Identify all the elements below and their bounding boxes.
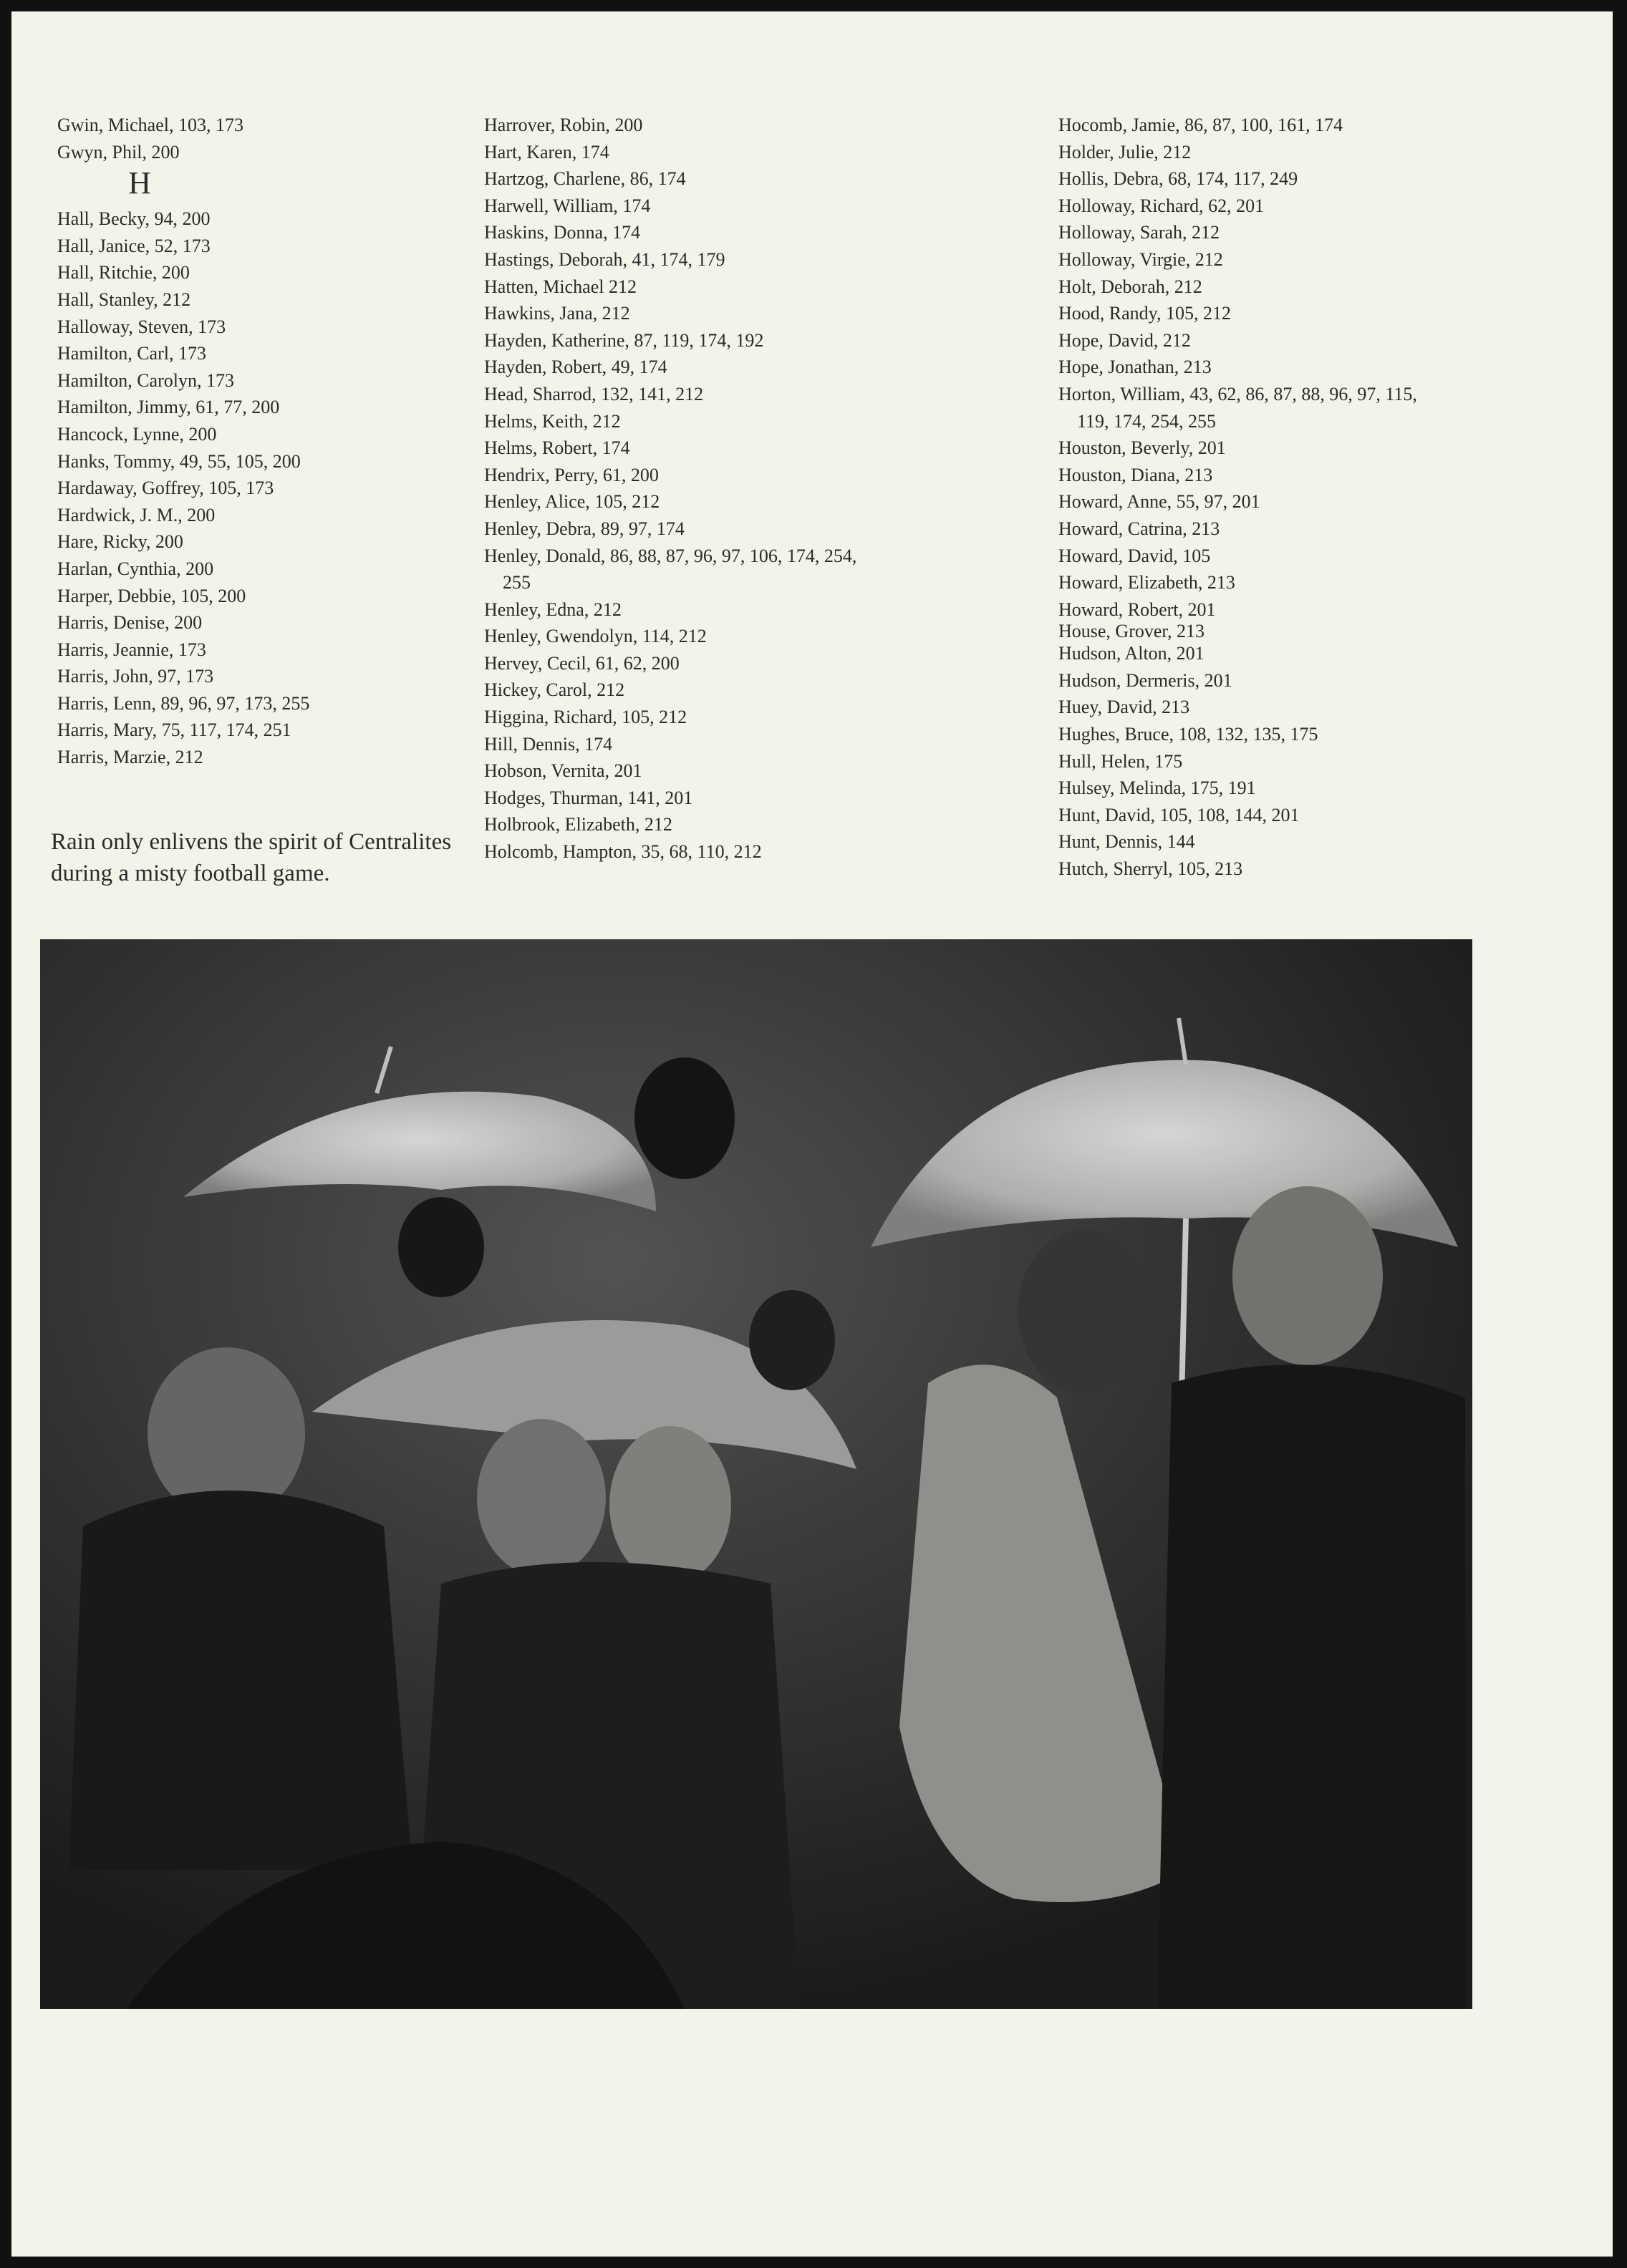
index-entry: Hughes, Bruce, 108, 132, 135, 175 <box>1058 724 1318 745</box>
index-entry: Hart, Karen, 174 <box>484 141 609 163</box>
index-entry: Howard, Anne, 55, 97, 201 <box>1058 491 1260 513</box>
index-entry: Hall, Janice, 52, 173 <box>57 235 211 256</box>
index-entry: Harris, John, 97, 173 <box>57 666 214 687</box>
index-entry: Hodges, Thurman, 141, 201 <box>484 787 693 808</box>
index-entry: Hutch, Sherryl, 105, 213 <box>1058 858 1243 880</box>
index-entry: Helms, Keith, 212 <box>484 410 621 432</box>
index-entry: Hayden, Robert, 49, 174 <box>484 357 667 378</box>
index-entry: House, Grover, 213 <box>1058 621 1205 642</box>
index-entry: Hamilton, Jimmy, 61, 77, 200 <box>57 397 280 418</box>
index-entry: Holcomb, Hampton, 35, 68, 110, 212 <box>484 841 762 863</box>
index-entry: Harris, Denise, 200 <box>57 612 203 634</box>
photo-caption <box>51 826 502 889</box>
index-entry: Hudson, Alton, 201 <box>1058 643 1204 664</box>
index-entry: Hall, Ritchie, 200 <box>57 262 190 284</box>
index-entry: Hudson, Dermeris, 201 <box>1058 669 1232 691</box>
index-entry: Houston, Diana, 213 <box>1058 464 1213 485</box>
index-entry: Hatten, Michael 212 <box>484 276 637 297</box>
index-entry: Harris, Mary, 75, 117, 174, 251 <box>57 719 291 741</box>
index-entry: Horton, William, 43, 62, 86, 87, 88, 96, 97, 115, <box>1058 383 1417 404</box>
index-entry: Hamilton, Carl, 173 <box>57 343 206 364</box>
index-entry: Harris, Lenn, 89, 96, 97, 173, 255 <box>57 692 310 714</box>
index-entry: Halloway, Steven, 173 <box>57 316 226 337</box>
index-entry: Hare, Ricky, 200 <box>57 531 183 553</box>
index-entry: Harris, Jeannie, 173 <box>57 639 206 660</box>
index-column-1 <box>57 112 309 771</box>
index-entry: Hunt, Dennis, 144 <box>1058 831 1195 853</box>
index-entry: Hobson, Vernita, 201 <box>484 760 642 782</box>
index-entry: Hancock, Lynne, 200 <box>57 423 217 445</box>
caption-line: during a misty football game. <box>51 861 330 886</box>
index-entry: Hartzog, Charlene, 86, 174 <box>484 168 686 190</box>
index-entry: Howard, David, 105 <box>1058 545 1211 566</box>
index-entry: Gwin, Michael, 103, 173 <box>57 115 243 135</box>
index-entry: Holloway, Richard, 62, 201 <box>1058 195 1265 216</box>
index-entry: Holder, Julie, 212 <box>1058 141 1192 163</box>
index-entry: Holt, Deborah, 212 <box>1058 276 1202 297</box>
index-entry: Henley, Edna, 212 <box>484 598 622 620</box>
index-entry: Hall, Becky, 94, 200 <box>57 208 211 230</box>
index-entry: Hardaway, Goffrey, 105, 173 <box>57 478 274 499</box>
index-entry: Hamilton, Carolyn, 173 <box>57 369 234 391</box>
index-entry: Holloway, Sarah, 212 <box>1058 222 1220 243</box>
index-entry: Hendrix, Perry, 61, 200 <box>484 464 659 485</box>
index-entry: Hulsey, Melinda, 175, 191 <box>1058 777 1256 799</box>
index-entry: Helms, Robert, 174 <box>484 437 630 459</box>
index-entry: Higgina, Richard, 105, 212 <box>484 707 687 728</box>
index-entry: Hervey, Cecil, 61, 62, 200 <box>484 652 680 674</box>
caption-line: Rain only enlivens the spirit of Centralites <box>51 829 452 855</box>
index-entry: Head, Sharrod, 132, 141, 212 <box>484 383 704 404</box>
index-entry: Henley, Gwendolyn, 114, 212 <box>484 626 707 647</box>
crowd-umbrellas-photo <box>40 939 1472 2009</box>
index-entry: Henley, Alice, 105, 212 <box>484 491 660 513</box>
index-entry: Harlan, Cynthia, 200 <box>57 558 214 579</box>
index-entry: Hanks, Tommy, 49, 55, 105, 200 <box>57 450 301 472</box>
index-entry: Henley, Debra, 89, 97, 174 <box>484 518 685 539</box>
index-entry: Holloway, Virgie, 212 <box>1058 248 1223 270</box>
index-entry: Hood, Randy, 105, 212 <box>1058 303 1231 324</box>
index-entry: Hayden, Katherine, 87, 119, 174, 192 <box>484 329 764 351</box>
index-entry: Hickey, Carol, 212 <box>484 679 625 701</box>
index-entry: Howard, Robert, 201 <box>1058 598 1216 620</box>
index-entry: Harper, Debbie, 105, 200 <box>57 585 246 606</box>
index-entry-continuation: 119, 174, 254, 255 <box>1077 410 1217 432</box>
index-entry: Gwyn, Phil, 200 <box>57 141 180 163</box>
photo-illustration <box>40 939 1472 2009</box>
index-entry: Hastings, Deborah, 41, 174, 179 <box>484 248 725 270</box>
index-entry: Hardwick, J. M., 200 <box>57 504 216 525</box>
index-column-3 <box>1058 112 1417 883</box>
index-entry: Haskins, Donna, 174 <box>484 222 641 243</box>
index-entry: Howard, Catrina, 213 <box>1058 518 1220 539</box>
index-entry: Hope, David, 212 <box>1058 329 1191 351</box>
index-entry: Houston, Beverly, 201 <box>1058 437 1226 459</box>
index-entry: Harwell, William, 174 <box>484 195 651 216</box>
index-entry: Harris, Marzie, 212 <box>57 747 203 768</box>
section-letter: H <box>128 165 151 201</box>
index-column-2 <box>484 112 856 866</box>
index-entry: Hall, Stanley, 212 <box>57 289 191 310</box>
index-entry: Hill, Dennis, 174 <box>484 733 613 755</box>
index-entry: Hocomb, Jamie, 86, 87, 100, 161, 174 <box>1058 115 1343 135</box>
index-entry: Huey, David, 213 <box>1058 697 1190 718</box>
index-entry: Hollis, Debra, 68, 174, 117, 249 <box>1058 168 1298 190</box>
index-entry: Holbrook, Elizabeth, 212 <box>484 814 672 835</box>
index-entry-continuation: 255 <box>503 572 531 593</box>
index-entry: Hull, Helen, 175 <box>1058 750 1183 772</box>
index-entry: Hunt, David, 105, 108, 144, 201 <box>1058 804 1300 825</box>
index-entry: Harrover, Robin, 200 <box>484 115 643 135</box>
index-entry: Hawkins, Jana, 212 <box>484 303 630 324</box>
index-entry: Henley, Donald, 86, 88, 87, 96, 97, 106, 174, 254, <box>484 545 857 566</box>
yearbook-page <box>11 11 1613 2257</box>
index-entry: Howard, Elizabeth, 213 <box>1058 572 1235 593</box>
index-entry: Hope, Jonathan, 213 <box>1058 357 1212 378</box>
